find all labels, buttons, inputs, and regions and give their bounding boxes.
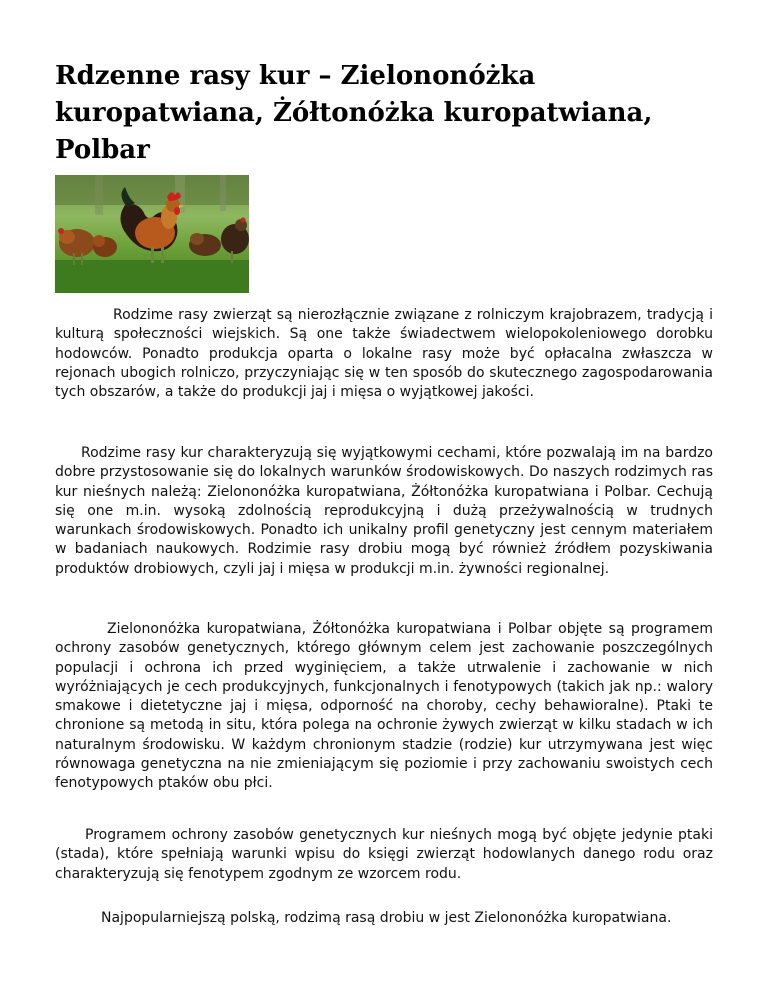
paragraph-1: Rodzime rasy zwierząt są nierozłącznie związane z rolniczym krajobrazem, tradycją i kulturą społeczności wiejskich. Są one także świadectwem wielopokoleniowego dorobku hodowców. Ponadto produkcja oparta o lokalne rasy może być opłacalna zwłaszcza w rejonach ubogich rolniczo, przyczyniając się w ten sposób do skutecznego zagospodarowania tych obszarów, a także do produkcji jaj i mięsa o wyjątkowej jakości. [55, 307, 713, 401]
page-title: Rdzenne rasy kur – Zielononóżka kuropatwiana, Żółtonóżka kuropatwiana, Polbar [55, 61, 653, 165]
paragraph-4: Programem ochrony zasobów genetycznych kur nieśnych mogą być objęte jedynie ptaki (stada), które spełniają warunki wpisu do księgi zwierząt hodowlanych danego rodu oraz charakteryzują się fenotypem zgodnym ze wzorcem rodu. [55, 827, 713, 882]
paragraph-2: Rodzime rasy kur charakteryzują się wyjątkowymi cechami, które pozwalają im na bardzo dobre przystosowanie się do lokalnych warunków środowiskowych. Do naszych rodzimych ras kur nieśnych należą: Zielononóżka kuropatwiana, Żółtonóżka kuropatwiana i Polbar. Cechują się one m.in. wysoką zdolnością reprodukcyjną i dużą przeżywalnością w trudnych warunkach środowiskowych. Ponadto ich unikalny profil genetyczny jest cennym materiałem w badaniach naukowych. Rodzimie rasy drobiu mogą być również źródłem pozyskiwania produktów drobiowych, czyli jaj i mięsa w produkcji m.in. żywności regionalnej. [55, 445, 713, 577]
document-page [55, 0, 713, 926]
paragraph-3: Zielononóżka kuropatwiana, Żółtonóżka kuropatwiana i Polbar objęte są programem ochrony zasobów genetycznych, którego głównym celem jest zachowanie poszczególnych populacji i ochrona ich przed wyginięciem, a także utrwalenie i zachowanie w nich wyróżniających je cech produkcyjnych, funkcjonalnych i fenotypowych (takich jak np.: walory smakowe i dietetyczne jaj i mięsa, odporność na choroby, cechy behawioralne). Ptaki te chronione są metodą in situ, która polega na ochronie żywych zwierząt w kilku stadach w ich naturalnym środowisku. W każdym chronionym stadzie (rodzie) kur utrzymywana jest więc równowaga genetyczna na nie zmieniającym się poziomie i przy zachowaniu swoistych cech fenotypowych ptaków obu płci. [55, 621, 713, 792]
chickens-photo [55, 175, 249, 293]
paragraph-5: Najpopularniejszą polską, rodzimą rasą drobiu w jest Zielononóżka kuropatwiana. [101, 910, 672, 926]
